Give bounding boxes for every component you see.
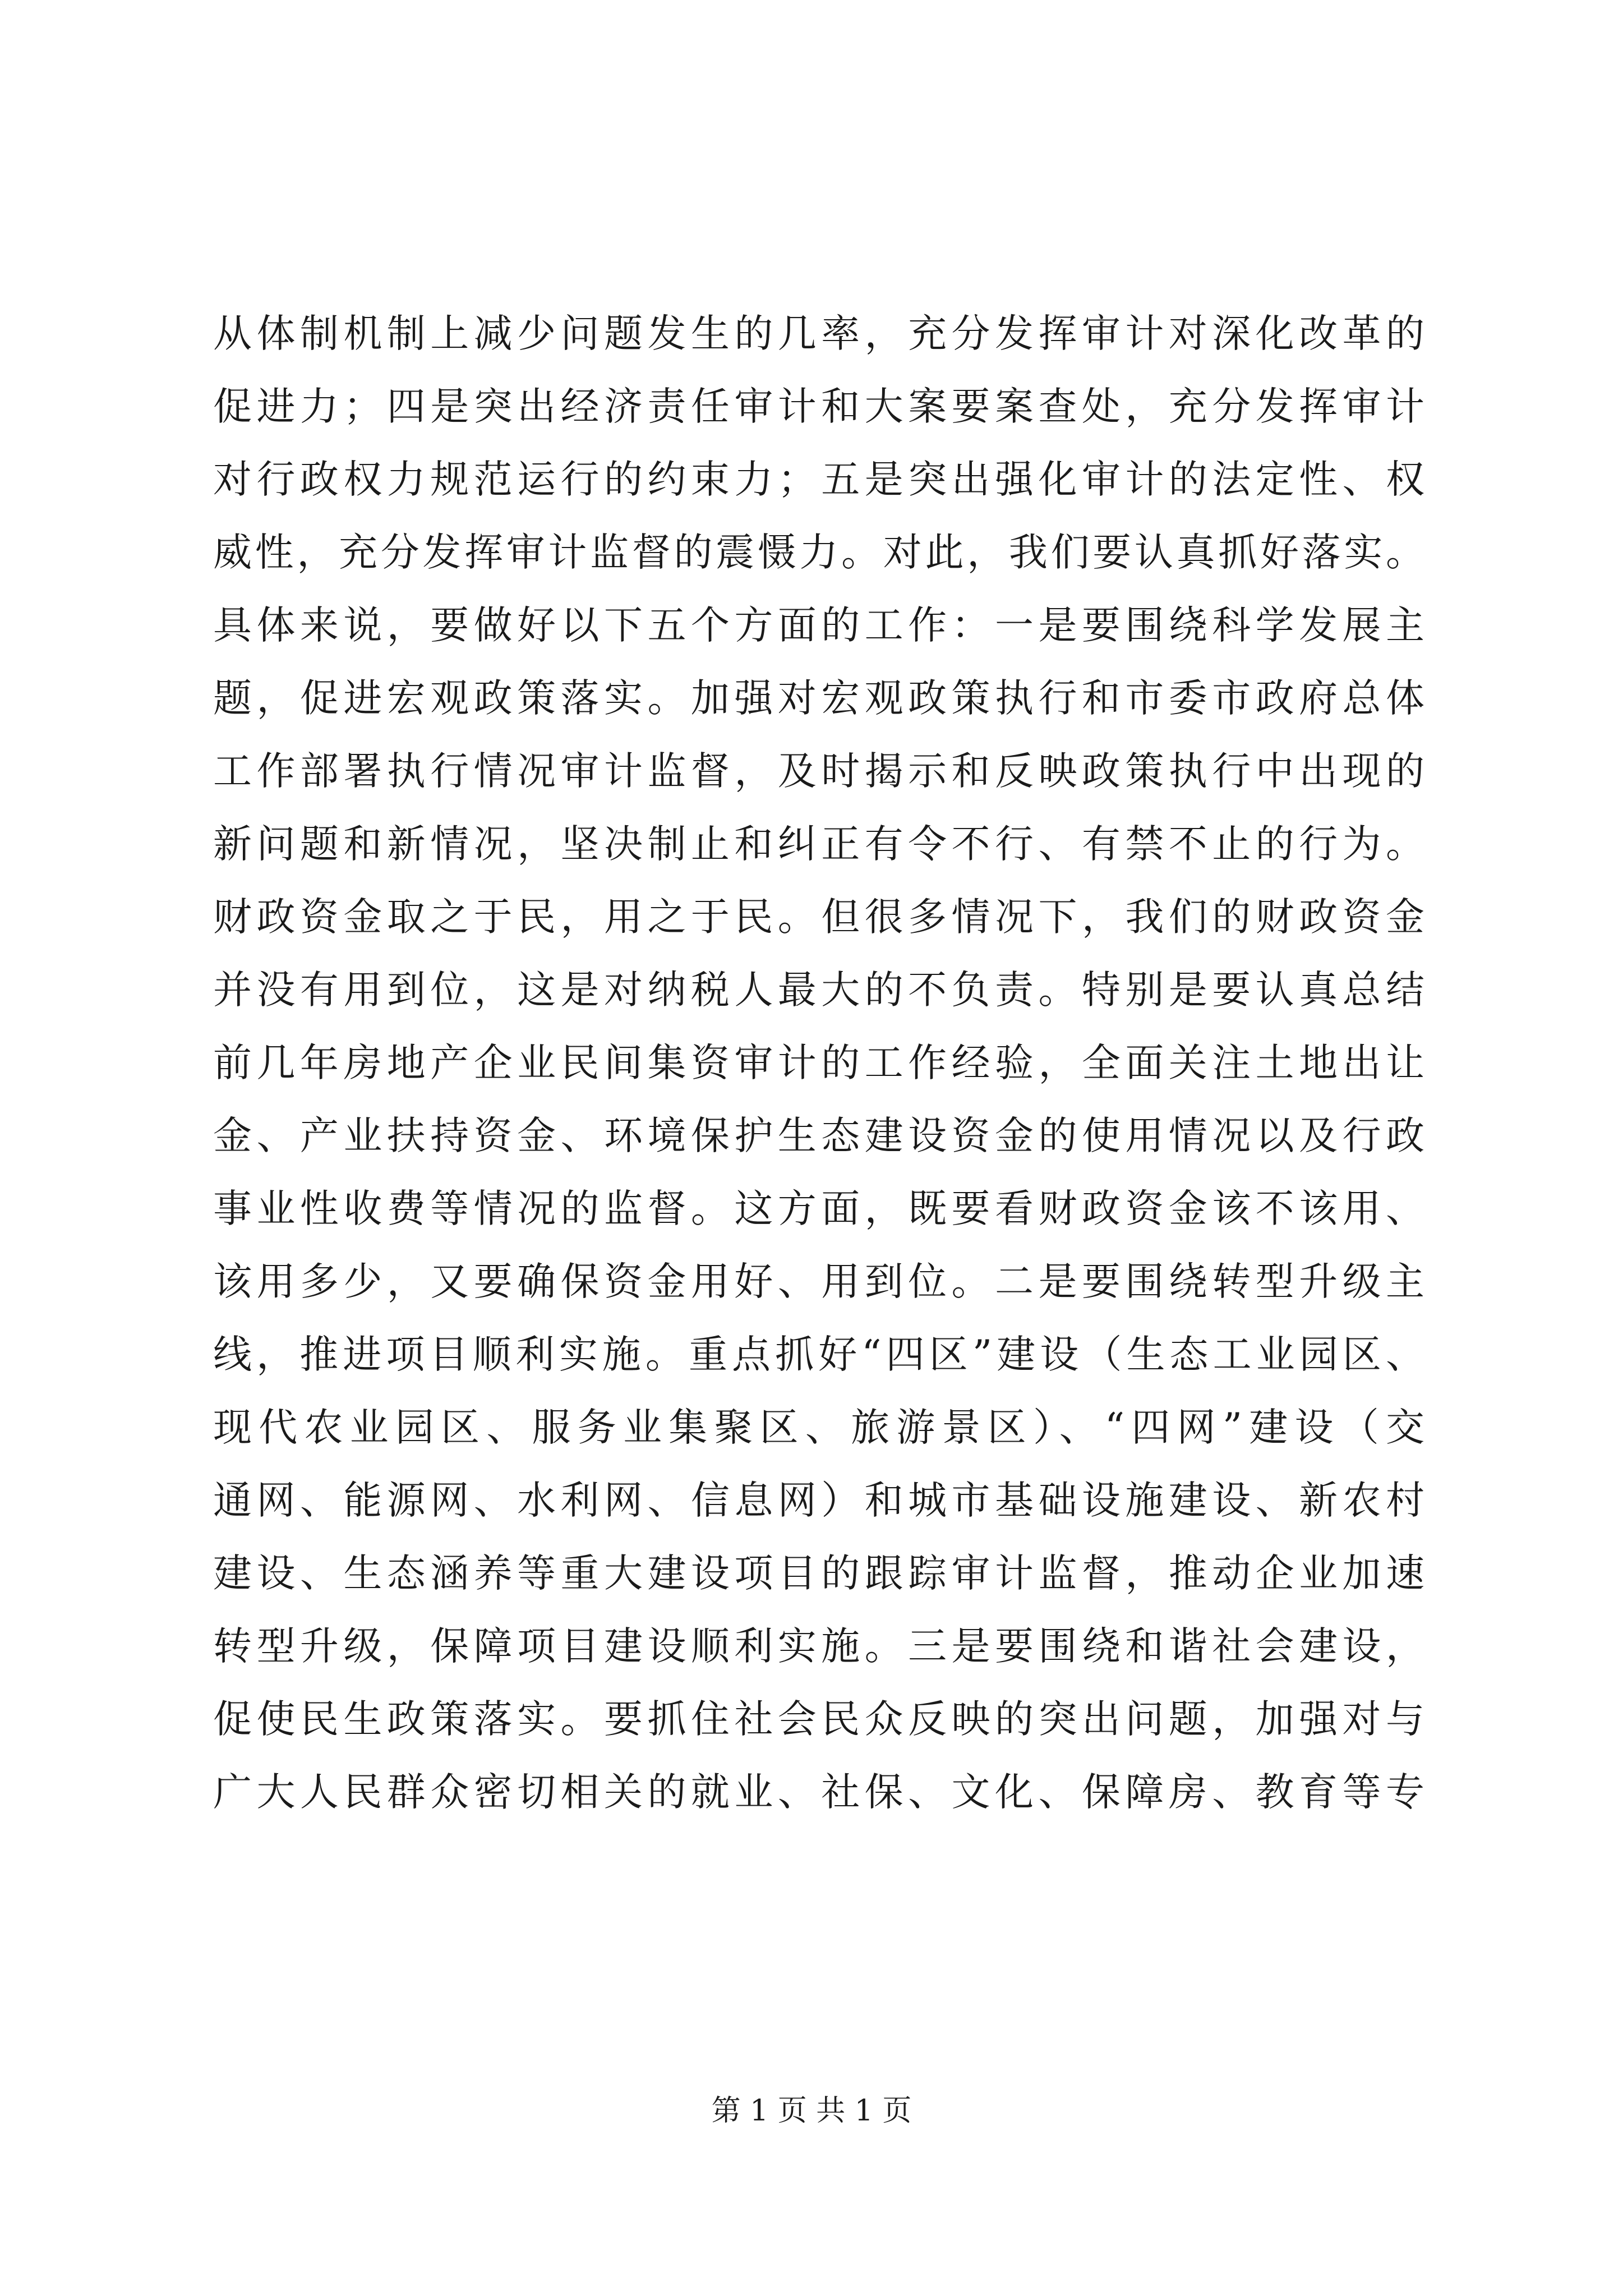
text-line: 财政资金取之于民，用之于民。但很多情况下，我们的财政资金 [213,895,1424,940]
text-line: 并没有用到位，这是对纳税人最大的不负责。特别是要认真总结 [213,968,1424,1013]
text-line: 线，推进项目顺利实施。重点抓好“四区”建设（生态工业园区、 [213,1332,1424,1377]
page-footer: 第 1 页 共 1 页 [711,2094,912,2128]
text-line: 题，促进宏观政策落实。加强对宏观政策执行和市委市政府总体 [213,676,1424,721]
text-line: 事业性收费等情况的监督。这方面，既要看财政资金该不该用、 [213,1186,1424,1231]
text-line: 现代农业园区、服务业集聚区、旅游景区）、“四网”建设（交 [213,1405,1424,1450]
text-line: 前几年房地产企业民间集资审计的工作经验，全面关注土地出让 [213,1041,1424,1085]
text-line: 威性，充分发挥审计监督的震慑力。对此，我们要认真抓好落实。 [213,530,1424,575]
text-line: 对行政权力规范运行的约束力；五是突出强化审计的法定性、权 [213,457,1424,502]
text-line: 具体来说，要做好以下五个方面的工作：一是要围绕科学发展主 [213,603,1424,648]
text-line: 通网、能源网、水利网、信息网）和城市基础设施建设、新农村 [213,1478,1424,1523]
text-line: 广大人民群众密切相关的就业、社保、文化、保障房、教育等专 [213,1770,1424,1815]
body-paragraph [213,297,1424,1829]
text-line: 促进力；四是突出经济责任审计和大案要案查处，充分发挥审计 [213,384,1424,429]
text-line: 新问题和新情况，坚决制止和纠正有令不行、有禁不止的行为。 [213,822,1424,867]
text-line: 建设、生态涵养等重大建设项目的跟踪审计监督，推动企业加速 [213,1551,1424,1596]
text-line: 该用多少，又要确保资金用好、用到位。二是要围绕转型升级主 [213,1259,1424,1304]
text-line: 从体制机制上减少问题发生的几率，充分发挥审计对深化改革的 [213,311,1424,356]
text-line: 工作部署执行情况审计监督，及时揭示和反映政策执行中出现的 [213,749,1424,794]
text-line: 金、产业扶持资金、环境保护生态建设资金的使用情况以及行政 [213,1114,1424,1158]
text-line: 转型升级，保障项目建设顺利实施。三是要围绕和谐社会建设， [213,1624,1424,1669]
text-line: 促使民生政策落实。要抓住社会民众反映的突出问题，加强对与 [213,1697,1424,1742]
